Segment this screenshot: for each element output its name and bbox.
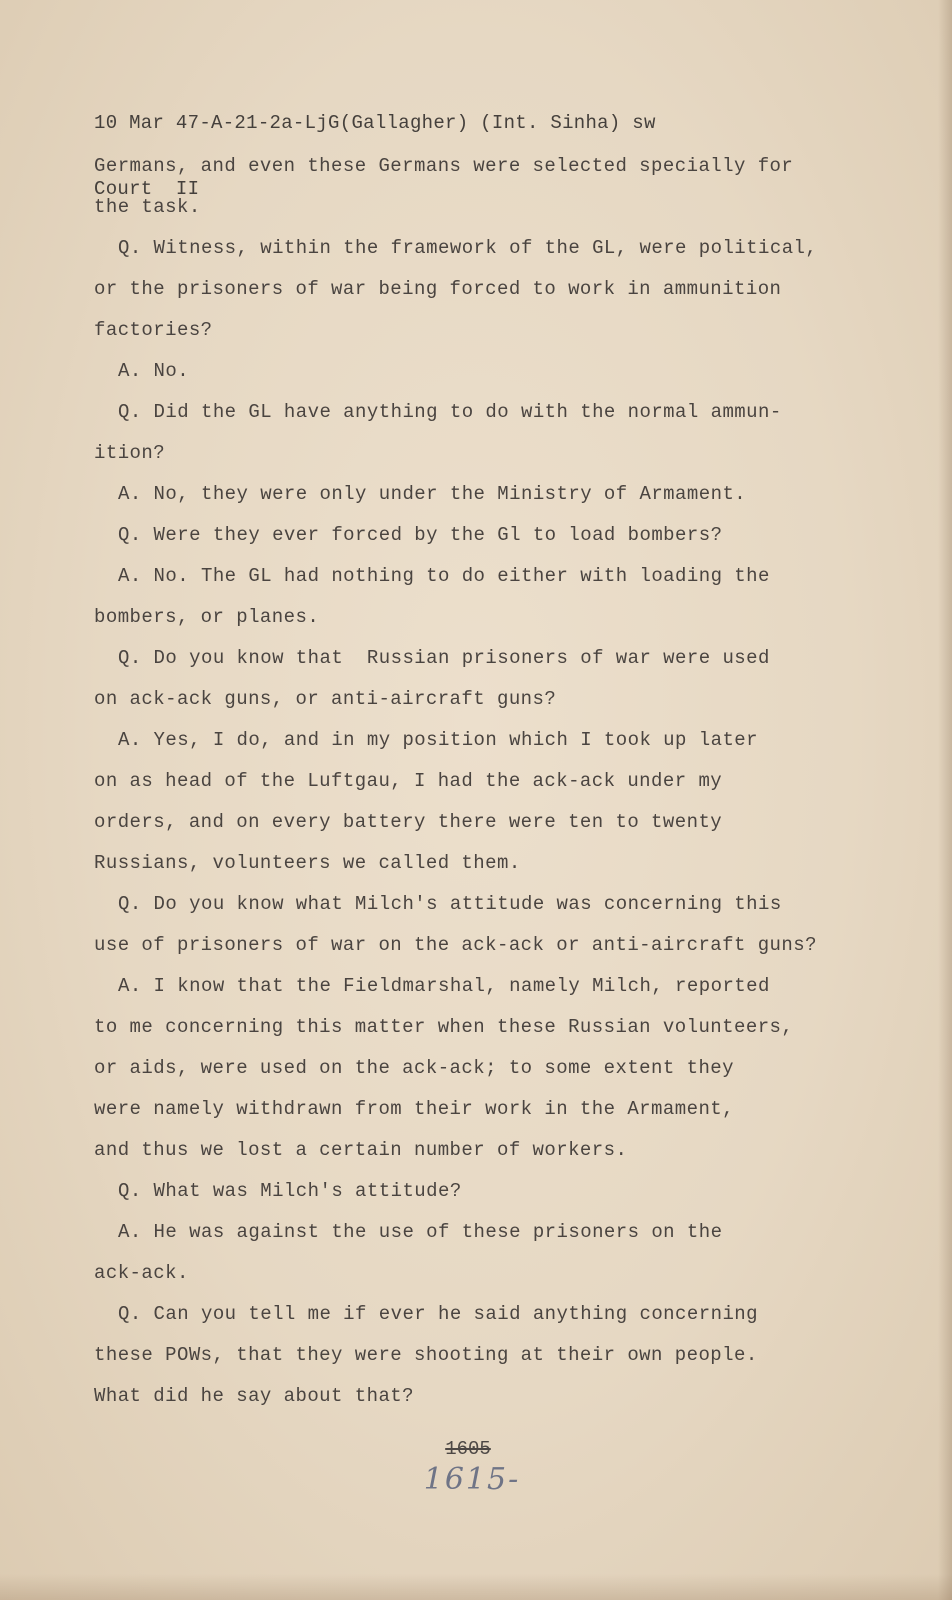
handwritten-page-number: 1615- [423,1462,521,1497]
transcript-line: bombers, or planes. [94,606,320,628]
transcript-line: ack-ack. [94,1262,189,1284]
transcript-line: Q. Do you know what Milch's attitude was concerning this [118,893,782,915]
transcript-line: on ack-ack guns, or anti-aircraft guns? [94,688,557,710]
transcript-line: or the prisoners of war being forced to work in ammunition [94,278,782,300]
transcript-line: orders, and on every battery there were ten to twenty [94,811,723,833]
transcript-line: A. Yes, I do, and in my position which I took up later [118,729,758,751]
transcript-line: Q. Did the GL have anything to do with the normal ammun- [118,401,782,423]
page-bottom-shadow [0,1574,952,1600]
transcript-line: the task. [94,196,201,218]
transcript-line: Q. Witness, within the framework of the GL, were political, [118,237,818,259]
transcript-line: Q. What was Milch's attitude? [118,1180,462,1202]
header-reference-line: 10 Mar 47-A-21-2a-LjG(Gallagher) (Int. Sinha) sw [94,112,656,134]
transcript-line: A. No. [118,360,190,382]
page-edge-shadow [938,0,952,1600]
transcript-line: were namely withdrawn from their work in the Armament, [94,1098,734,1120]
transcript-line: use of prisoners of war on the ack-ack or anti-aircraft guns? [94,934,817,956]
typed-page-number: 1605 [445,1438,491,1460]
transcript-line: Q. Do you know that Russian prisoners of war were used [118,647,770,669]
transcript-body [94,146,854,1417]
transcript-line: Russians, volunteers we called them. [94,852,521,874]
transcript-line: A. No. The GL had nothing to do either with loading the [118,565,770,587]
transcript-line: A. No, they were only under the Ministry of Armament. [118,483,747,505]
transcript-line: What did he say about that? [94,1385,414,1407]
transcript-line: Germans, and even these Germans were selected specially for [94,155,794,177]
transcript-line: A. He was against the use of these prisoners on the [118,1221,723,1243]
transcript-line: ition? [94,442,166,464]
transcript-line: on as head of the Luftgau, I had the ack-ack under my [94,770,723,792]
transcript-line: A. I know that the Fieldmarshal, namely Milch, reported [118,975,770,997]
transcript-line: Q. Were they ever forced by the Gl to load bombers? [118,524,723,546]
transcript-line: these POWs, that they were shooting at their own people. [94,1344,758,1366]
transcript-line: to me concerning this matter when these Russian volunteers, [94,1016,794,1038]
transcript-line: factories? [94,319,213,341]
transcript-line: Q. Can you tell me if ever he said anything concerning [118,1303,758,1325]
header-court-line: Court II [94,178,200,200]
transcript-line: or aids, were used on the ack-ack; to some extent they [94,1057,734,1079]
transcript-line: and thus we lost a certain number of workers. [94,1139,628,1161]
